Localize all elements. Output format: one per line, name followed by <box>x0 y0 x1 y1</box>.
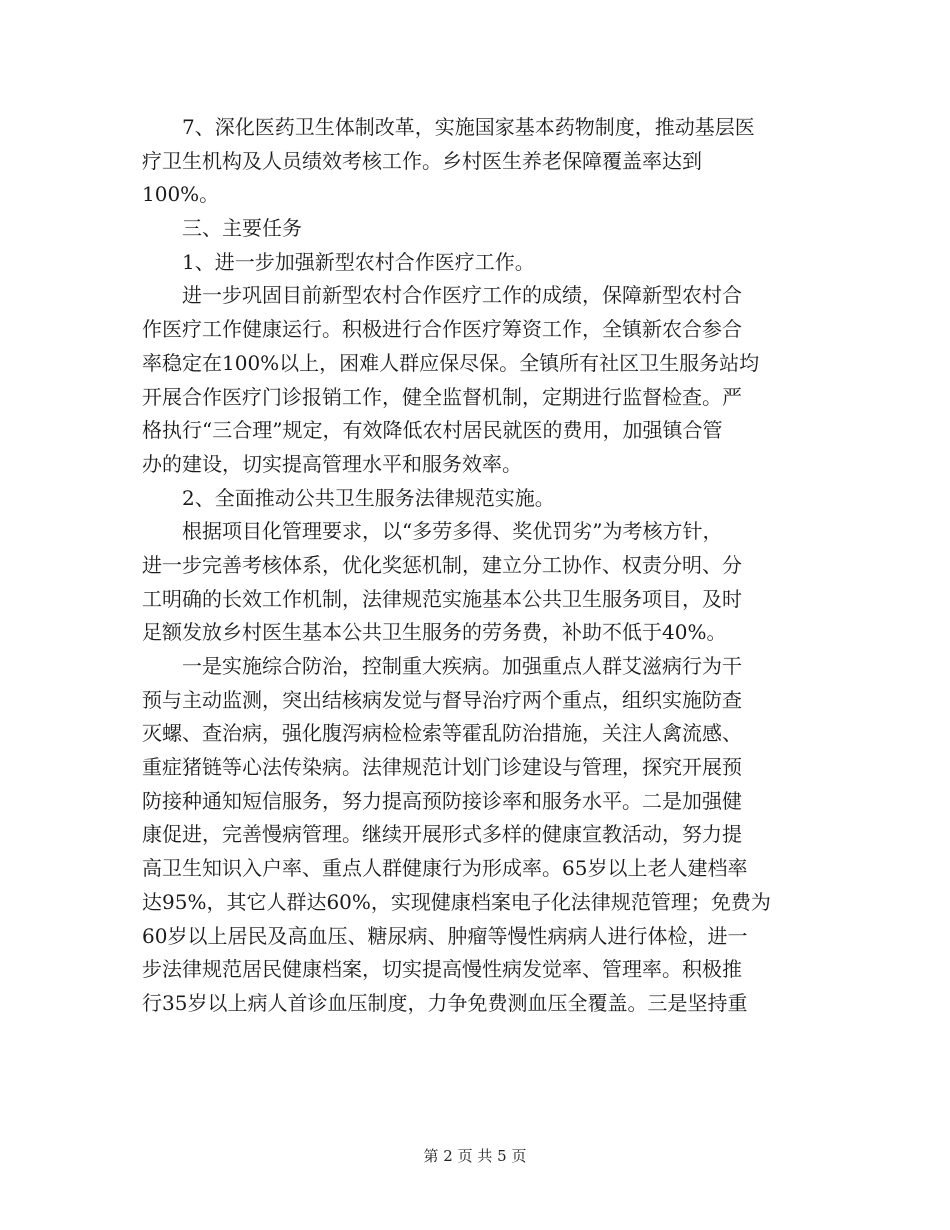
text-line: 预与主动监测，突出结核病发觉与督导治疗两个重点，组织实施防查 <box>142 687 742 712</box>
text-line: 步法律规范居民健康档案，切实提高慢性病发觉率、管理率。积极推 <box>142 957 742 982</box>
text-line: 防接种通知短信服务，努力提高预防接诊率和服务水平。二是加强健 <box>142 788 742 813</box>
text-line: 开展合作医疗门诊报销工作，健全监督机制，定期进行监督检查。严 <box>142 384 742 409</box>
text-line: 灭螺、查治病，强化腹泻病检检索等霍乱防治措施，关注人禽流感、 <box>142 721 742 746</box>
text-line: 一是实施综合防治，控制重大疾病。加强重点人群艾滋病行为干 <box>142 654 742 678</box>
text-line: 60岁以上居民及高血压、糖尿病、肿瘤等慢性病病人进行体检，进一 <box>142 923 748 948</box>
page-number-footer: 第 2 页 共 5 页 <box>423 1147 527 1165</box>
text-line: 行35岁以上病人首诊血压制度，力争免费测血压全覆盖。三是坚持重 <box>142 990 748 1015</box>
text-line: 100%。 <box>142 182 220 207</box>
text-line: 作医疗工作健康运行。积极进行合作医疗筹资工作，全镇新农合参合 <box>142 317 742 342</box>
text-line: 格执行“三合理”规定，有效降低农村居民就医的费用，加强镇合管 <box>142 418 723 443</box>
text-line: 重症猪链等心法传染病。法律规范计划门诊建设与管理，探究开展预 <box>142 755 742 780</box>
text-line: 7、深化医药卫生体制改革，实施国家基本药物制度，推动基层医 <box>142 115 755 139</box>
text-line: 进一步巩固目前新型农村合作医疗工作的成绩，保障新型农村合 <box>142 283 742 308</box>
section-heading: 三、主要任务 <box>142 216 302 241</box>
text-line: 进一步完善考核体系，优化奖惩机制，建立分工协作、权责分明、分 <box>142 552 742 577</box>
text-line: 康促进，完善慢病管理。继续开展形式多样的健康宣教活动，努力提 <box>142 822 742 847</box>
text-line: 工明确的长效工作机制，法律规范实施基本公共卫生服务项目，及时 <box>142 586 742 611</box>
document-body <box>142 111 812 1021</box>
text-line: 高卫生知识入户率、重点人群健康行为形成率。65岁以上老人建档率 <box>142 856 748 881</box>
text-line: 根据项目化管理要求，以“多劳多得、奖优罚劣”为考核方针， <box>142 519 723 544</box>
subsection-heading: 2、全面推动公共卫生服务法律规范实施。 <box>142 485 555 510</box>
text-line: 足额发放乡村医生基本公共卫生服务的劳务费，补助不低于40%。 <box>142 620 727 645</box>
text-line: 疗卫生机构及人员绩效考核工作。乡村医生养老保障覆盖率达到 <box>142 148 702 173</box>
text-line: 率稳定在100%以上，困难人群应保尽保。全镇所有社区卫生服务站均 <box>142 350 760 375</box>
subsection-heading: 1、进一步加强新型农村合作医疗工作。 <box>142 249 535 274</box>
text-line: 办的建设，切实提高管理水平和服务效率。 <box>142 451 522 476</box>
text-line: 达95%，其它人群达60%，实现健康档案电子化法律规范管理；免费为 <box>142 889 771 914</box>
